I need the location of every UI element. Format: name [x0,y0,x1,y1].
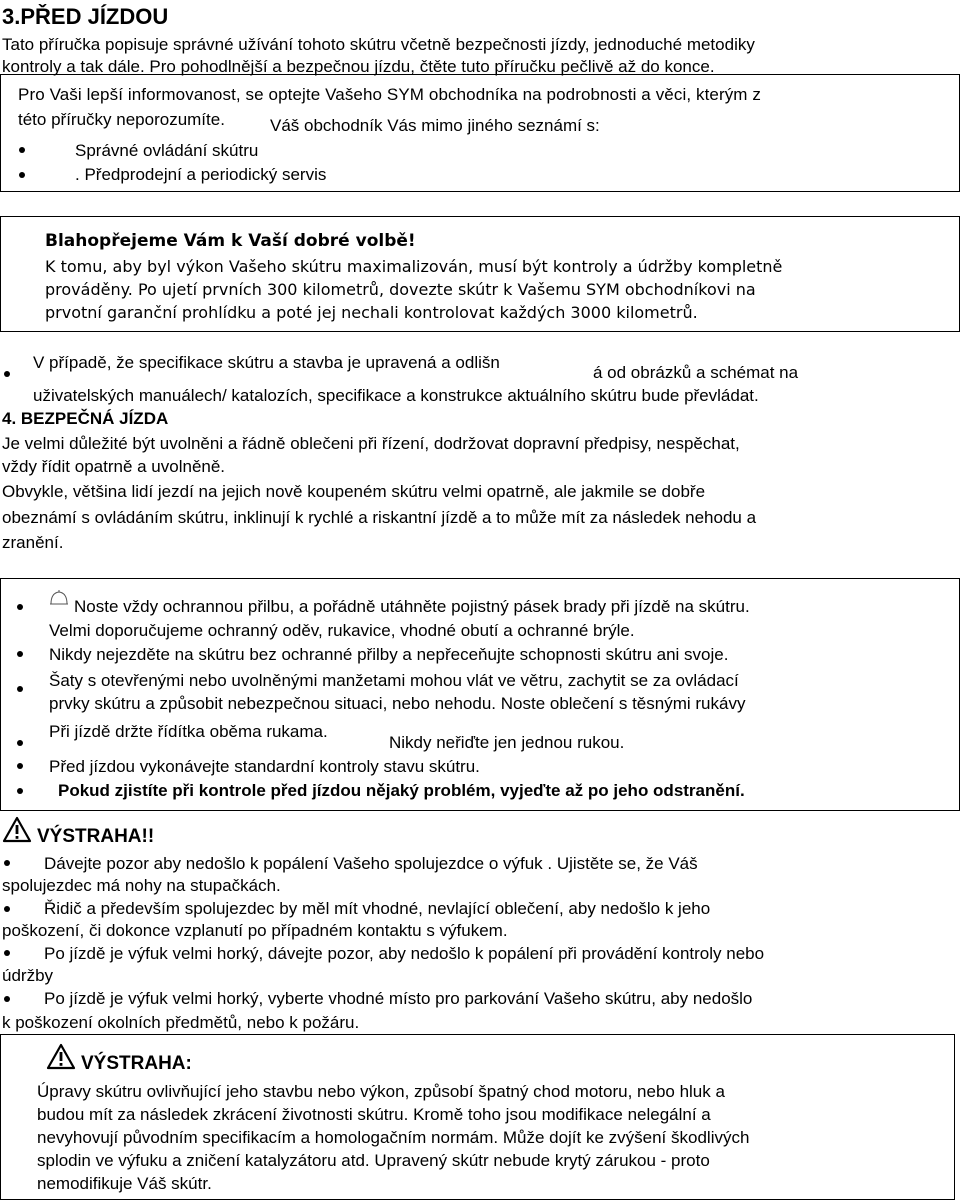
warning-2-line-4: splodin ve výfuku a zničení katalyzátoru atd. Upravený skútr nebude krytý zárukou - proto [37,1151,710,1170]
bullet [17,763,23,769]
dealer-item-1: Správné ovládání skútru [75,141,259,160]
safety-item-6: Pokud zjistíte při kontrole před jízdou nějaký problém, vyjeďte až po jeho odstranění. [58,781,745,800]
warning-2-line-2: budou mít za následek zkrácení životnosti skútru. Kromě toho jsou modifikace nelegální a [37,1105,711,1124]
congrats-title: Blahopřejeme Vám k Vaší dobré volbě! [45,231,416,251]
safety-item-2: Nikdy nejezděte na skútru bez ochranné přilby a nepřeceňujte schopnosti skútru ani svoje. [49,645,729,664]
warning-1-b1-line-1: Dávejte pozor aby nedošlo k popálení Vašeho spolujezdce o výfuk . Ujistěte se, že Váš [44,854,698,873]
safety-item-1-line-1: Noste vždy ochrannou přilbu, a pořádně utáhněte pojistný pásek brady při jízdě na skútru. [74,597,750,616]
warning-1-b3-line-2: údržby [2,966,54,985]
bullet [4,996,10,1002]
bullet [17,651,23,657]
intro-line-2: kontroly a tak dále. Pro pohodlnější a bezpečnou jízdu, čtěte tuto příručku pečlivě až do konce. [2,57,715,76]
dealer-line-2a: této příručky neporozumíte. [18,110,225,129]
warning-1-b2-line-1: Řidič a především spolujezdec by měl mít vhodné, nevlající oblečení, aby nedošlo k jeho [44,899,711,918]
bullet [17,686,23,692]
safety-item-5: Před jízdou vykonávejte standardní kontroly stavu skútru. [49,757,480,776]
warning-1-title: VÝSTRAHA!! [37,826,155,847]
bullet [19,172,25,178]
dealer-line-1: Pro Vaši lepší informovanost, se optejte Vašeho SYM obchodníka na podrobnosti a věci, kterým z [18,85,761,104]
safety-item-4b: Nikdy neřiďte jen jednou rukou. [389,733,625,752]
section-4-p1-line-1: Je velmi důležité být uvolněni a řádně oblečeni při řízení, dodržovat dopravní předpisy, nespěchat, [2,434,740,453]
warning-2-line-3: nevyhovují původním specifikacím a homologačním normám. Může dojít ke zvýšení škodlivých [37,1128,750,1147]
congrats-line-3: prvotní garanční prohlídku a poté jej nechali kontrolovat každých 3000 kilometrů. [45,303,698,322]
warning-triangle-icon [2,816,32,843]
congrats-line-1: K tomu, aby byl výkon Vašeho skútru maximalizován, musí být kontroly a údržby kompletně [45,257,783,276]
section-3-heading: 3.PŘED JÍZDOU [2,4,169,29]
spec-note-part-1: V případě, že specifikace skútru a stavba je upravená a odlišn [33,353,500,372]
dealer-line-2b: Váš obchodník Vás mimo jiného seznámí s: [270,116,600,135]
bullet [17,788,23,794]
bullet [17,740,23,746]
bullet [19,147,25,153]
bullet [17,604,23,610]
safety-item-4a: Při jízdě držte řídítka oběma rukama. [49,722,328,741]
spec-note-line-2: uživatelských manuálech/ katalozích, specifikace a konstrukce aktuálního skútru bude převládat. [33,386,759,405]
warning-1-b2-line-2: poškození, či dokonce vzplanutí po případném kontaktu s výfukem. [2,921,508,940]
congrats-line-2: prováděny. Po ujetí prvních 300 kilometrů, dovezte skútr k Vašemu SYM obchodníkovi na [45,280,756,299]
section-4-heading: 4. BEZPEČNÁ JÍZDA [2,409,169,428]
safety-item-3-line-1: Šaty s otevřenými nebo uvolněnými manžetami mohou vlát ve větru, zachytit se za ovládací [49,671,739,690]
bullet [4,860,10,866]
warning-1-b4-line-1: Po jízdě je výfuk velmi horký, vyberte vhodné místo pro parkování Vašeho skútru, aby nedošlo [44,989,753,1008]
warning-1-b3-line-1: Po jízdě je výfuk velmi horký, dávejte pozor, aby nedošlo k popálení při provádění kontroly nebo [44,944,765,963]
bullet [4,371,10,377]
warning-2-line-5: nemodifikuje Váš skútr. [37,1174,212,1193]
section-4-p2-line-3: zranění. [2,533,64,552]
spec-note-part-2: á od obrázků a schémat na [593,363,799,382]
section-4-p2-line-1: Obvykle, většina lidí jezdí na jejich nově koupeném skútru velmi opatrně, ale jakmile se dobře [2,482,706,501]
intro-line-1: Tato příručka popisuje správné užívání tohoto skútru včetně bezpečnosti jízdy, jednoduché metodiky [2,35,755,54]
section-4-p1-line-2: vždy řídit opatrně a uvolněně. [2,457,226,476]
bullet [4,950,10,956]
warning-1-b4-line-2: k poškození okolních předmětů, nebo k požáru. [2,1013,360,1032]
warning-triangle-icon [46,1043,76,1070]
safety-item-3-line-2: prvky skútru a způsobit nebezpečnou situaci, nebo nehodu. Noste oblečení s těsnými rukávy [49,694,746,713]
section-4-p2-line-2: obeznámí s ovládáním skútru, inklinují k rychlé a riskantní jízdě a to může mít za následek nehodu a [2,508,757,527]
warning-1-b1-line-2: spolujezdec má nohy na stupačkách. [2,876,281,895]
dealer-item-2: . Předprodejní a periodický servis [75,165,327,184]
helmet-icon [48,588,70,608]
bullet [4,906,10,912]
safety-item-1-line-2: Velmi doporučujeme ochranný oděv, rukavice, vhodné obutí a ochranné brýle. [49,621,635,640]
warning-2-title: VÝSTRAHA: [81,1053,192,1074]
warning-2-line-1: Úpravy skútru ovlivňující jeho stavbu nebo výkon, způsobí špatný chod motoru, nebo hluk a [37,1082,725,1101]
